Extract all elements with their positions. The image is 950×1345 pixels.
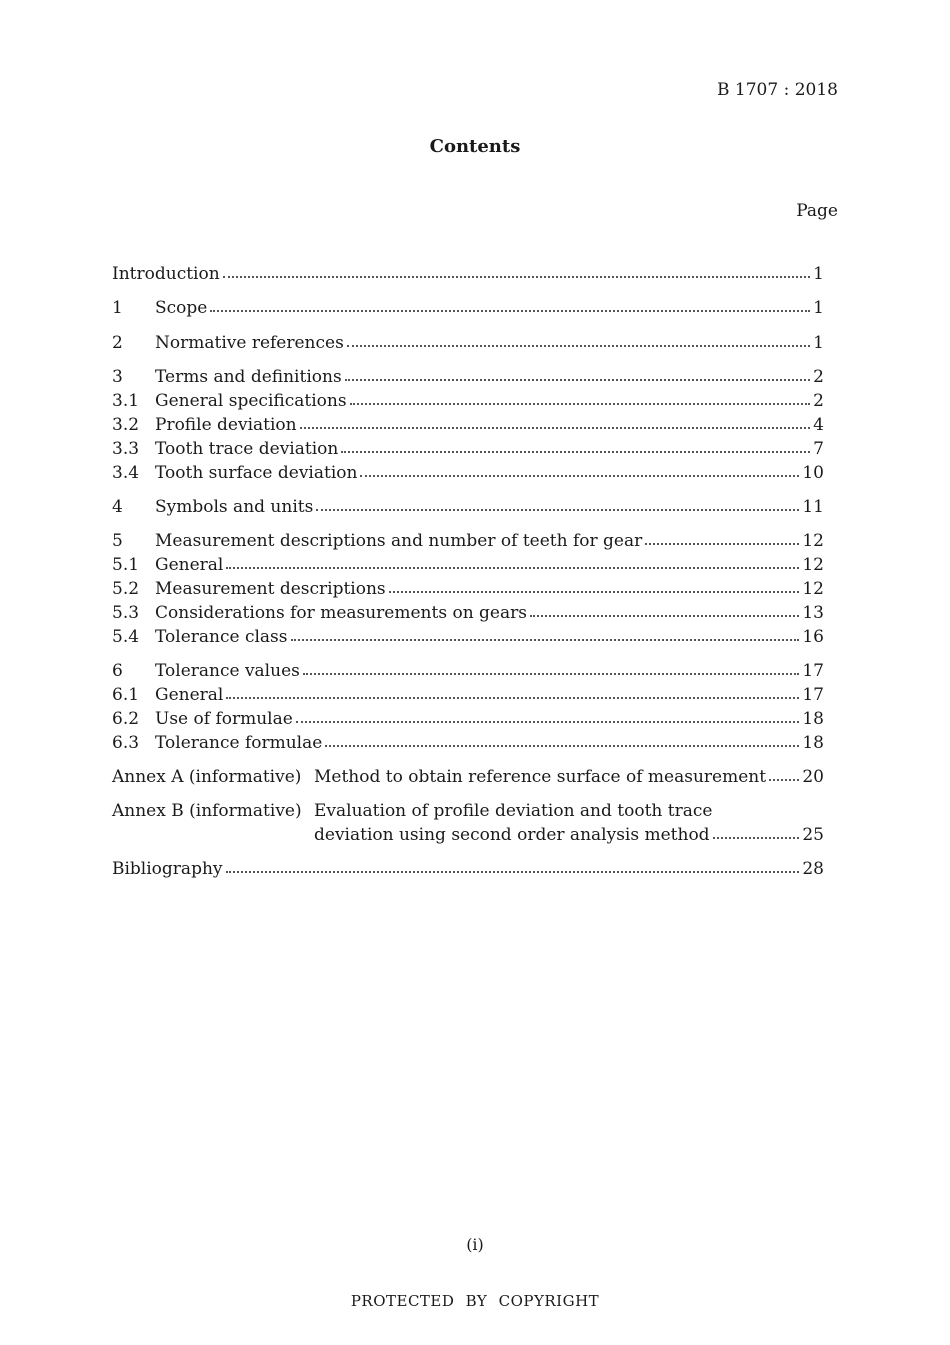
toc-entry-page: 18 xyxy=(802,709,824,729)
toc-entry-general-specifications[interactable] xyxy=(112,389,824,413)
toc-entry-number: 6.2 xyxy=(112,709,140,729)
toc-entry-number: 5.3 xyxy=(112,603,140,623)
toc-entry-label: General xyxy=(155,555,224,575)
toc-entry-label: Scope xyxy=(155,298,208,318)
toc-entry-label: General specifications xyxy=(155,391,347,411)
toc-entry-number: 6 xyxy=(112,661,123,681)
toc-entry-label: Terms and definitions xyxy=(155,367,342,387)
leader-dots xyxy=(291,625,800,641)
toc-entry-label: Symbols and units xyxy=(155,497,314,517)
toc-entry-tooth-surface-deviation[interactable] xyxy=(112,461,824,485)
leader-dots xyxy=(303,659,800,675)
toc-entry-scope[interactable] xyxy=(112,296,824,320)
leader-dots xyxy=(223,262,811,278)
toc-entry-general-6-1[interactable] xyxy=(112,683,824,707)
toc-entry-bibliography[interactable] xyxy=(112,857,824,881)
toc-entry-page: 1 xyxy=(813,264,824,284)
annex-designation: Annex A (informative) xyxy=(112,767,302,787)
toc-entry-annex-a[interactable] xyxy=(112,765,824,789)
toc-entry-label: Tolerance formulae xyxy=(155,733,323,753)
toc-entry-page: 11 xyxy=(802,497,824,517)
toc-entry-number: 3.4 xyxy=(112,463,140,483)
toc-entry-tolerance-class[interactable] xyxy=(112,625,824,649)
toc-entry-annex-b-continued[interactable] xyxy=(112,823,824,847)
leader-dots xyxy=(210,296,810,312)
toc-entry-label: Tolerance values xyxy=(155,661,300,681)
toc-entry-label: Method to obtain reference surface of measurement xyxy=(314,767,767,787)
standard-number: B 1707 : 2018 xyxy=(717,80,838,100)
page-column-label: Page xyxy=(796,201,838,221)
leader-dots xyxy=(226,553,799,569)
toc-entry-page: 18 xyxy=(802,733,824,753)
toc-entry-page: 25 xyxy=(802,825,824,845)
toc-entry-page: 17 xyxy=(802,685,824,705)
leader-dots xyxy=(350,389,811,405)
toc-entry-tolerance-formulae[interactable] xyxy=(112,731,824,755)
toc-entry-measurement-descriptions-and-teeth[interactable] xyxy=(112,529,824,553)
toc-entry-label: Introduction xyxy=(112,264,220,284)
leader-dots xyxy=(341,437,810,453)
leader-dots xyxy=(325,731,799,747)
toc-entry-number: 5.1 xyxy=(112,555,140,575)
toc-entry-number: 3.1 xyxy=(112,391,140,411)
toc-entry-label: Use of formulae xyxy=(155,709,293,729)
leader-dots xyxy=(345,365,811,381)
toc-entry-symbols-and-units[interactable] xyxy=(112,495,824,519)
page-number: (i) xyxy=(466,1235,484,1254)
toc-entry-label: Measurement descriptions and number of teeth for gear xyxy=(155,531,643,551)
toc-entry-label: Tooth trace deviation xyxy=(155,439,339,459)
toc-entry-label: Considerations for measurements on gears xyxy=(155,603,527,623)
toc-entry-number: 5 xyxy=(112,531,123,551)
toc-entry-label: Normative references xyxy=(155,333,344,353)
toc-entry-terms-and-definitions[interactable] xyxy=(112,365,824,389)
copyright-notice: PROTECTED BY COPYRIGHT xyxy=(350,1292,600,1310)
toc-entry-page: 28 xyxy=(802,859,824,879)
toc-entry-page: 12 xyxy=(802,531,824,551)
toc-entry-label: Profile deviation xyxy=(155,415,297,435)
toc-entry-number: 2 xyxy=(112,333,123,353)
toc-entry-number: 3 xyxy=(112,367,123,387)
toc-entry-page: 20 xyxy=(802,767,824,787)
toc-entry-tolerance-values[interactable] xyxy=(112,659,824,683)
leader-dots xyxy=(300,413,811,429)
leader-dots xyxy=(347,331,810,347)
annex-designation: Annex B (informative) xyxy=(112,801,302,821)
toc-entry-page: 2 xyxy=(813,391,824,411)
toc-entry-normative-references[interactable] xyxy=(112,331,824,355)
toc-entry-profile-deviation[interactable] xyxy=(112,413,824,437)
toc-entry-page: 10 xyxy=(802,463,824,483)
toc-entry-label: Tolerance class xyxy=(155,627,288,647)
leader-dots xyxy=(296,707,800,723)
toc-entry-number: 6.1 xyxy=(112,685,140,705)
toc-entry-page: 2 xyxy=(813,367,824,387)
toc-entry-number: 1 xyxy=(112,298,123,318)
toc-entry-page: 13 xyxy=(802,603,824,623)
toc-entry-use-of-formulae[interactable] xyxy=(112,707,824,731)
toc-entry-label-line1: Evaluation of profile deviation and tooth trace xyxy=(314,801,713,821)
toc-entry-number: 3.2 xyxy=(112,415,140,435)
leader-dots xyxy=(713,823,800,839)
toc-entry-considerations-for-measurements[interactable] xyxy=(112,601,824,625)
toc-entry-general-5-1[interactable] xyxy=(112,553,824,577)
toc-entry-number: 5.4 xyxy=(112,627,140,647)
toc-entry-label: Tooth surface deviation xyxy=(155,463,358,483)
leader-dots xyxy=(226,857,800,873)
toc-entry-number: 3.3 xyxy=(112,439,140,459)
toc-entry-number: 5.2 xyxy=(112,579,140,599)
toc-entry-measurement-descriptions[interactable] xyxy=(112,577,824,601)
toc-entry-tooth-trace-deviation[interactable] xyxy=(112,437,824,461)
leader-dots xyxy=(530,601,799,617)
toc-entry-annex-b[interactable] xyxy=(112,799,824,823)
page-title: Contents xyxy=(429,136,521,157)
toc-entry-introduction[interactable] xyxy=(112,262,824,286)
toc-entry-label-line2: deviation using second order analysis method xyxy=(314,825,710,845)
toc-entry-number: 6.3 xyxy=(112,733,140,753)
toc-entry-page: 1 xyxy=(813,333,824,353)
toc-entry-page: 12 xyxy=(802,555,824,575)
toc-entry-page: 12 xyxy=(802,579,824,599)
leader-dots xyxy=(226,683,799,699)
toc-entry-page: 16 xyxy=(802,627,824,647)
toc-entry-page: 17 xyxy=(802,661,824,681)
leader-dots xyxy=(389,577,800,593)
leader-dots xyxy=(769,765,799,781)
toc-entry-label: Measurement descriptions xyxy=(155,579,386,599)
toc-entry-page: 7 xyxy=(813,439,824,459)
leader-dots xyxy=(645,529,799,545)
toc-entry-number: 4 xyxy=(112,497,123,517)
leader-dots xyxy=(316,495,799,511)
toc-entry-label: Bibliography xyxy=(112,859,223,879)
toc-entry-page: 1 xyxy=(813,298,824,318)
toc-entry-label: General xyxy=(155,685,224,705)
leader-dots xyxy=(360,461,799,477)
toc-entry-page: 4 xyxy=(813,415,824,435)
